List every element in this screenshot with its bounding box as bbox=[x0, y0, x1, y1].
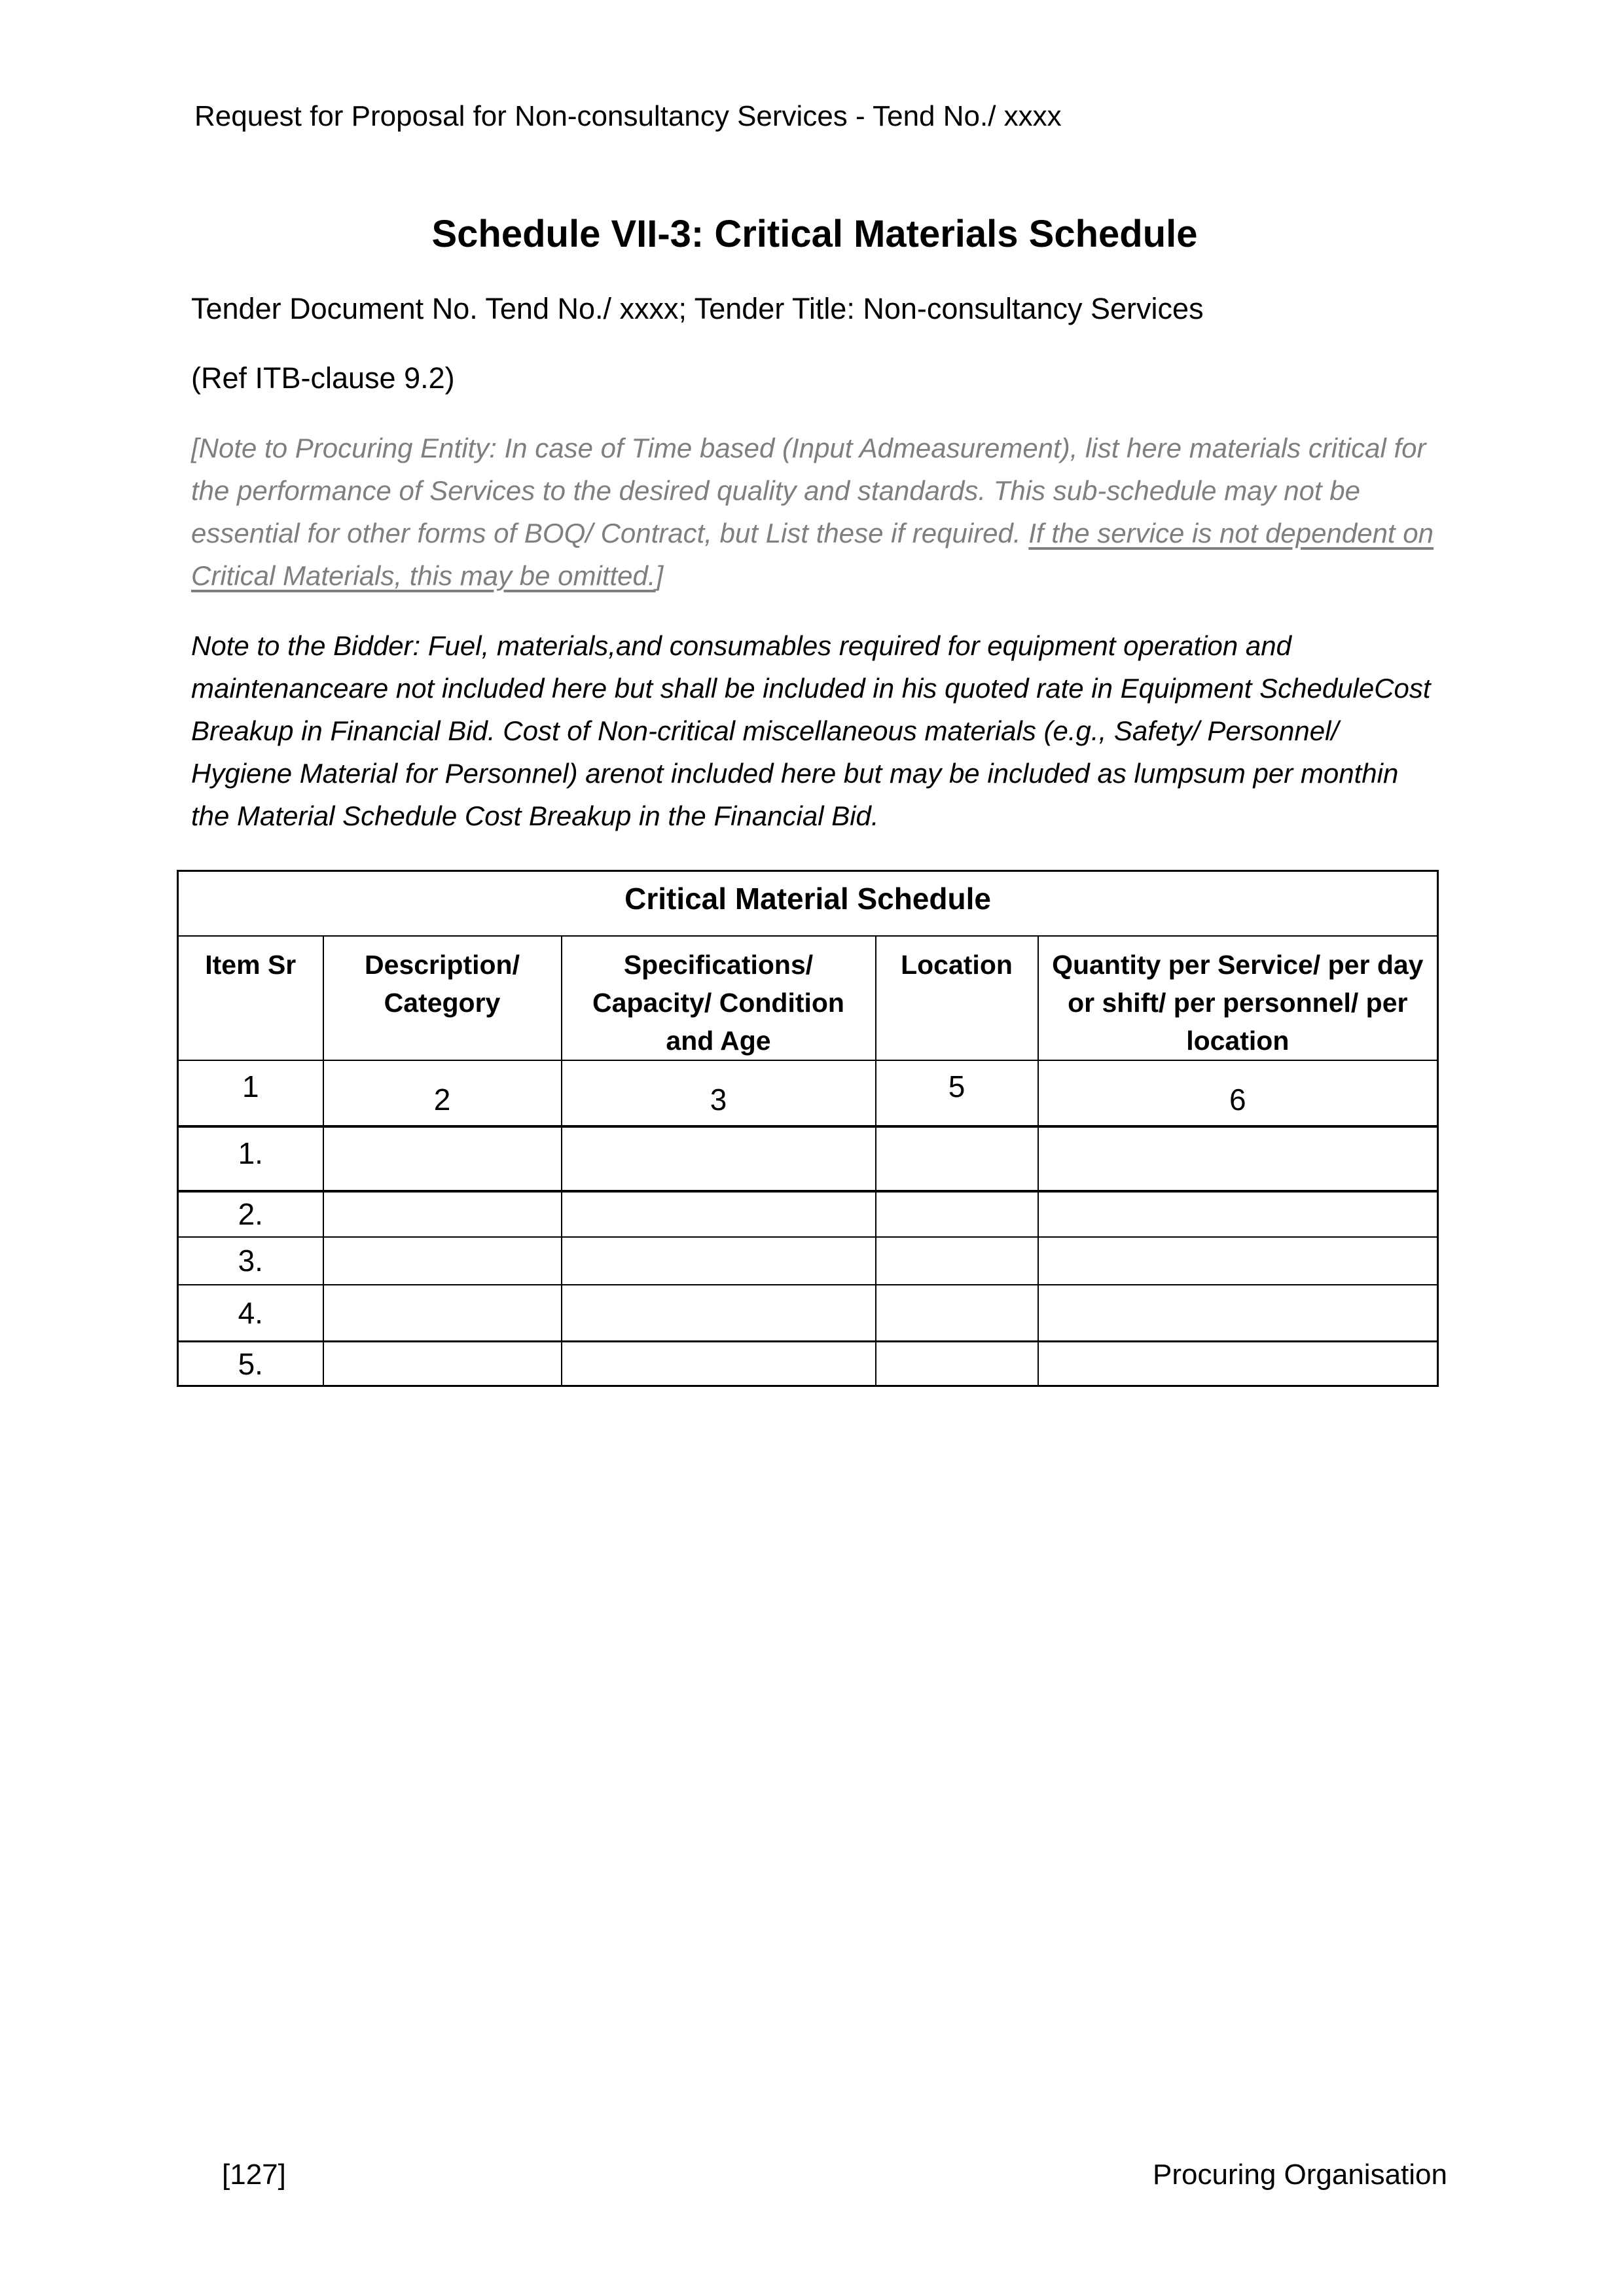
empty-cell bbox=[876, 1126, 1038, 1191]
empty-cell bbox=[876, 1191, 1038, 1237]
empty-cell bbox=[323, 1237, 562, 1285]
page-header-text: Request for Proposal for Non-consultancy Services - Tend No./ xxxx bbox=[194, 100, 1062, 132]
empty-cell bbox=[1038, 1285, 1438, 1342]
empty-cell bbox=[323, 1342, 562, 1386]
column-number-2: 2 bbox=[323, 1060, 562, 1126]
document-title: Schedule VII-3: Critical Materials Schedule bbox=[431, 213, 1198, 255]
column-header-item-sr: Item Sr bbox=[178, 936, 323, 1060]
empty-cell bbox=[562, 1191, 876, 1237]
item-sr-cell: 3. bbox=[178, 1237, 323, 1285]
column-number-6: 6 bbox=[1038, 1060, 1438, 1126]
table-row-5 bbox=[178, 1342, 1438, 1386]
page-content bbox=[191, 98, 1438, 1387]
column-header-quantity: Quantity per Service/ per day or shift/ per personnel/ per location bbox=[1038, 936, 1438, 1060]
item-sr-cell: 2. bbox=[178, 1191, 323, 1237]
footer-org-name: Procuring Organisation bbox=[1152, 2159, 1447, 2191]
empty-cell bbox=[876, 1342, 1038, 1386]
procuring-entity-note-underlined: If the service is not dependent on Critical Materials, this may be omitted. bbox=[191, 518, 1434, 591]
empty-cell bbox=[562, 1126, 876, 1191]
column-number-5: 5 bbox=[876, 1060, 1038, 1126]
empty-cell bbox=[1038, 1191, 1438, 1237]
empty-cell bbox=[1038, 1237, 1438, 1285]
column-number-1: 1 bbox=[178, 1060, 323, 1126]
table-row-4 bbox=[178, 1285, 1438, 1342]
footer-page-number: [127] bbox=[222, 2159, 286, 2191]
empty-cell bbox=[323, 1285, 562, 1342]
table-header-row bbox=[178, 936, 1438, 1060]
procuring-entity-note-bracket: ] bbox=[655, 560, 664, 591]
table-row-2 bbox=[178, 1191, 1438, 1237]
item-sr-cell: 4. bbox=[178, 1285, 323, 1342]
table-row-1 bbox=[178, 1126, 1438, 1191]
empty-cell bbox=[1038, 1342, 1438, 1386]
table-title-row bbox=[178, 871, 1438, 936]
empty-cell bbox=[323, 1191, 562, 1237]
tender-info-line: Tender Document No. Tend No./ xxxx; Tender Title: Non-consultancy Services bbox=[191, 292, 1204, 325]
procuring-entity-note bbox=[191, 427, 1438, 597]
item-sr-cell: 5. bbox=[178, 1342, 323, 1386]
item-sr-cell: 1. bbox=[178, 1126, 323, 1191]
empty-cell bbox=[562, 1342, 876, 1386]
table-title: Critical Material Schedule bbox=[178, 871, 1438, 936]
column-header-description: Description/ Category bbox=[323, 936, 562, 1060]
empty-cell bbox=[876, 1285, 1038, 1342]
column-number-row bbox=[178, 1060, 1438, 1126]
empty-cell bbox=[562, 1285, 876, 1342]
itb-clause-ref: (Ref ITB-clause 9.2) bbox=[191, 361, 455, 395]
empty-cell bbox=[876, 1237, 1038, 1285]
empty-cell bbox=[1038, 1126, 1438, 1191]
table-row-3 bbox=[178, 1237, 1438, 1285]
column-header-specifications: Specifications/ Capacity/ Condition and Age bbox=[562, 936, 876, 1060]
procuring-entity-note-text: [Note to Procuring Entity: In case of Time based (Input Admeasurement), list here materials critical for the performance of Services to the desired quality and standards. This sub-schedule may not be essential for other forms of BOQ/ Contract, but List these if required. bbox=[191, 433, 1426, 548]
empty-cell bbox=[562, 1237, 876, 1285]
bidder-note: Note to the Bidder: Fuel, materials,and consumables required for equipment operation and maintenanceare not included here but shall be included in his quoted rate in Equipment ScheduleCost Breakup in Financial Bid. Cost of Non-critical miscellaneous materials (e.g., Safety/ Personnel/ Hygiene Material for Personnel) arenot included here but may be included as lumpsum per monthin the Material Schedule Cost Breakup in the Financial Bid. bbox=[191, 630, 1431, 831]
column-number-3: 3 bbox=[562, 1060, 876, 1126]
critical-material-table bbox=[177, 870, 1439, 1387]
empty-cell bbox=[323, 1126, 562, 1191]
column-header-location: Location bbox=[876, 936, 1038, 1060]
